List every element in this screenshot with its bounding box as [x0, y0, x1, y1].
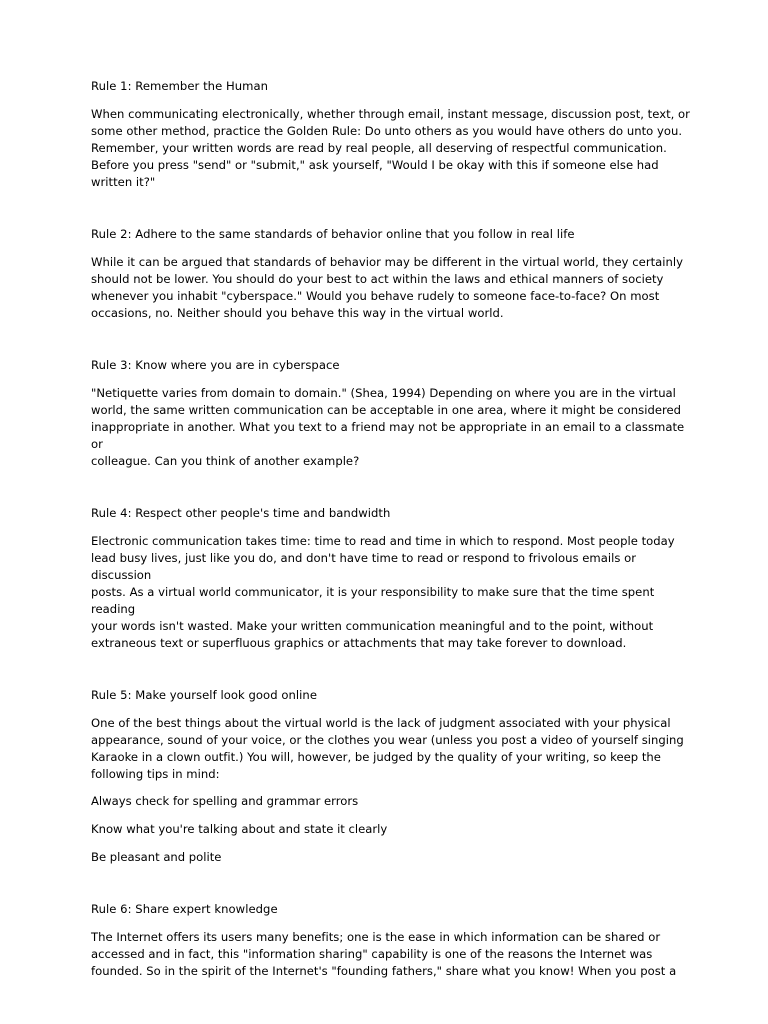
rule-4-line: extraneous text or superfluous graphics or attachments that may take forever to download.: [91, 636, 627, 650]
rule-3-section: [91, 357, 691, 470]
rule-1-line: Before you press "send" or "submit," ask yourself, "Would I be okay with this if someone else had: [91, 158, 659, 172]
rule-5-line: appearance, sound of your voice, or the clothes you wear (unless you post a video of yourself singing: [91, 733, 684, 747]
rule-2-section: [91, 226, 691, 322]
rule-3-line: inappropriate in another. What you text to a friend may not be appropriate in an email to a classmate or: [91, 420, 685, 451]
rule-6-section: [91, 901, 691, 980]
rule-4-line: posts. As a virtual world communicator, it is your responsibility to make sure that the time spent reading: [91, 585, 655, 616]
rule-4-section: [91, 505, 691, 652]
rule-2-line: whenever you inhabit "cyberspace." Would you behave rudely to someone face-to-face? On most: [91, 289, 660, 303]
rule-3-line: "Netiquette varies from domain to domain." (Shea, 1994) Depending on where you are in the virtual: [91, 386, 676, 400]
rule-1-title: Rule 1: Remember the Human: [91, 79, 269, 93]
rule-3-line: world, the same written communication can be acceptable in one area, where it might be considered: [91, 403, 682, 417]
rule-2-line: should not be lower. You should do your best to act within the laws and ethical manners of society: [91, 272, 664, 286]
rule-2-title: Rule 2: Adhere to the same standards of behavior online that you follow in real life: [91, 227, 575, 241]
rule-1-section: [91, 78, 691, 191]
rule-1-line: some other method, practice the Golden Rule: Do unto others as you would have others do unto you.: [91, 124, 683, 138]
rule-6-line: founded. So in the spirit of the Internet's "founding fathers," share what you know! When you post a: [91, 964, 677, 978]
tip-item: Know what you're talking about and state it clearly: [91, 822, 388, 836]
rule-2-line: occasions, no. Neither should you behave this way in the virtual world.: [91, 306, 504, 320]
rule-3-line: colleague. Can you think of another example?: [91, 454, 360, 468]
rule-5-line: Karaoke in a clown outfit.) You will, however, be judged by the quality of your writing, so keep the: [91, 750, 661, 764]
rule-2-line: While it can be argued that standards of behavior may be different in the virtual world, they certainly: [91, 255, 684, 269]
rule-5-title: Rule 5: Make yourself look good online: [91, 688, 318, 702]
rule-5-line: One of the best things about the virtual world is the lack of judgment associated with your physical: [91, 716, 671, 730]
rule-6-line: accessed and in fact, this "information sharing" capability is one of the reasons the Internet was: [91, 947, 653, 961]
rule-4-line: Electronic communication takes time: time to read and time in which to respond. Most people today: [91, 534, 675, 548]
rule-1-line: When communicating electronically, whether through email, instant message, discussion post, text, or: [91, 107, 690, 121]
tip-item: Always check for spelling and grammar errors: [91, 794, 359, 808]
rule-1-line: written it?": [91, 175, 156, 189]
tip-item: Be pleasant and polite: [91, 850, 222, 864]
rule-5-section: [91, 687, 691, 866]
rule-5-line: following tips in mind:: [91, 767, 220, 781]
rule-6-line: The Internet offers its users many benefits; one is the ease in which information can be shared or: [91, 930, 661, 944]
rule-4-line: your words isn't wasted. Make your written communication meaningful and to the point, without: [91, 619, 654, 633]
document-page: [91, 78, 691, 980]
rule-6-title: Rule 6: Share expert knowledge: [91, 902, 278, 916]
rule-1-line: Remember, your written words are read by real people, all deserving of respectful communication.: [91, 141, 667, 155]
rule-4-line: lead busy lives, just like you do, and don't have time to read or respond to frivolous emails or discussion: [91, 551, 636, 582]
rule-4-title: Rule 4: Respect other people's time and bandwidth: [91, 506, 391, 520]
rule-3-title: Rule 3: Know where you are in cyberspace: [91, 358, 340, 372]
